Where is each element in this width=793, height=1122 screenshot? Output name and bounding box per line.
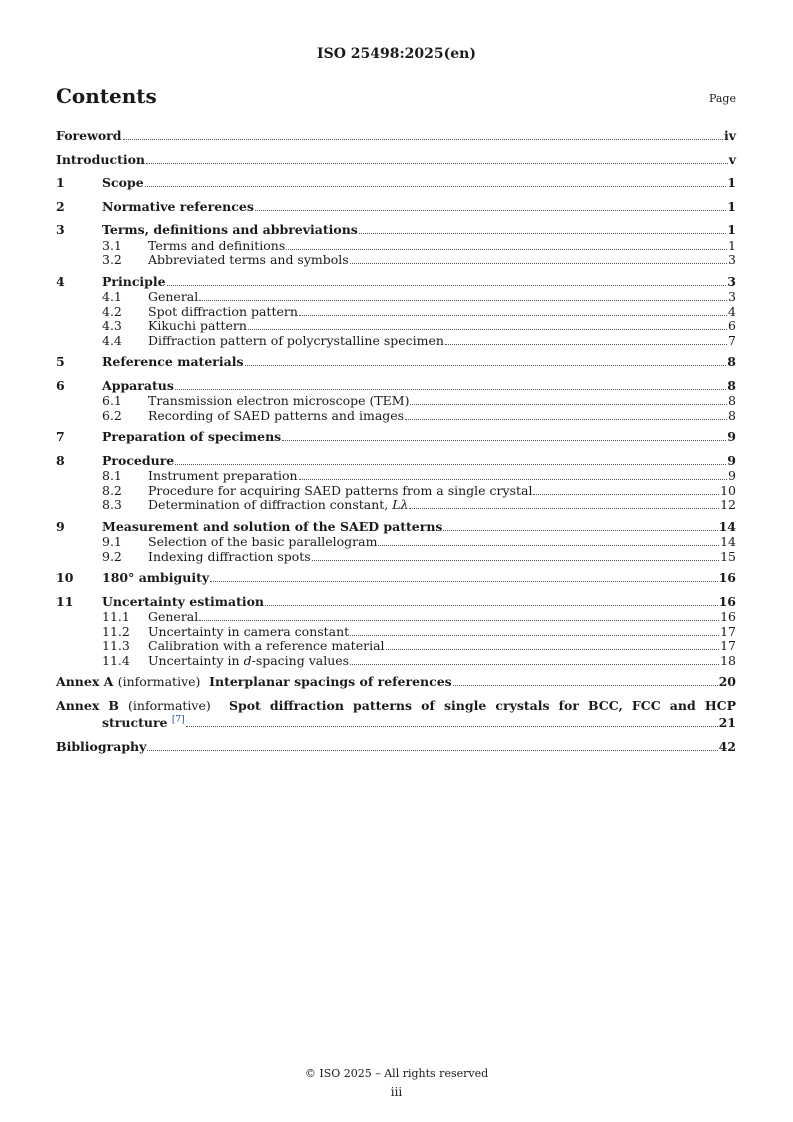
- toc-entry-number: 3: [56, 222, 65, 237]
- toc-entry-title: Normative references: [102, 198, 254, 214]
- leader-dots: [405, 419, 727, 420]
- toc-entry-group: [56, 175, 736, 191]
- toc-subentry-title: Kikuchi pattern: [148, 318, 247, 333]
- toc-entry-number: 6: [56, 377, 65, 393]
- leader-dots: [286, 249, 727, 250]
- toc-subentry-page: 16: [720, 609, 736, 624]
- toc-subentry-number: 8.3: [102, 497, 122, 512]
- leader-dots: [248, 329, 727, 330]
- toc-subentry[interactable]: [56, 253, 736, 268]
- toc-subentry-title: Abbreviated terms and symbols: [148, 252, 349, 267]
- toc-subentry[interactable]: [56, 319, 736, 334]
- toc-subentry-number: 8.1: [102, 468, 122, 483]
- toc-subentry-title: Diffraction pattern of polycrystalline specimen: [148, 332, 444, 348]
- annex-b-page: 21: [718, 715, 736, 731]
- toc-entry-group: [56, 519, 736, 565]
- toc-entry[interactable]: [56, 175, 736, 191]
- leader-dots: [245, 365, 727, 366]
- leader-dots: [199, 620, 719, 621]
- toc-entry-title: 180° ambiguity: [102, 570, 210, 585]
- toc-entry-page: 3: [727, 273, 736, 289]
- toc-subentry-page: 8: [728, 407, 736, 423]
- bibliography-page: 42: [718, 738, 736, 754]
- toc-entry-page: 8: [727, 377, 736, 393]
- toc-subentry-page: 17: [720, 623, 736, 639]
- leader-dots: [147, 750, 717, 751]
- annex-b-title-line1: Spot diffraction patterns of single crystals for BCC, FCC and HCP: [228, 697, 736, 713]
- toc-subentry-page: 3: [728, 289, 736, 304]
- toc-subentry-title: Selection of the basic parallelogram: [148, 534, 378, 549]
- toc-subentry-number: 4.1: [102, 289, 122, 304]
- toc-subentry[interactable]: [56, 290, 736, 305]
- toc-subentry-page: 8: [728, 393, 736, 408]
- toc-subentry-number: 8.2: [102, 482, 122, 498]
- toc-subentry-title: Transmission electron microscope (TEM): [148, 393, 410, 408]
- toc-entry[interactable]: [56, 128, 736, 144]
- footer-copyright: © ISO 2025 – All rights reserved: [304, 1067, 489, 1080]
- leader-dots: [146, 163, 728, 164]
- toc-subentry-title: General: [148, 289, 199, 304]
- leader-dots: [299, 315, 727, 316]
- leader-dots: [378, 545, 719, 546]
- toc-entry-number: 8: [56, 452, 65, 468]
- toc-subentry[interactable]: [56, 550, 736, 565]
- toc-subentry[interactable]: [56, 239, 736, 254]
- toc-entry-title: Uncertainty estimation: [102, 593, 265, 609]
- toc-entry-title: Terms, definitions and abbreviations: [102, 222, 358, 237]
- leader-dots: [186, 726, 718, 727]
- toc-entry-title: Reference materials: [102, 354, 244, 369]
- toc-entry[interactable]: [56, 274, 736, 290]
- toc-entry-page: 16: [718, 593, 736, 609]
- leader-dots: [409, 508, 719, 509]
- toc-subentry-page: 3: [728, 252, 736, 267]
- toc-entry-group: [56, 152, 736, 168]
- toc-subentry-title: Indexing diffraction spots: [148, 548, 311, 564]
- toc-entry-page: iv: [723, 128, 736, 143]
- annex-a-page: 20: [718, 674, 736, 689]
- toc-entry-title: Principle: [102, 273, 166, 289]
- toc-subentry-title: Instrument preparation: [148, 468, 298, 483]
- toc-entry-page: 9: [727, 452, 736, 468]
- toc-entry-number: 11: [56, 593, 74, 609]
- toc-subentry[interactable]: [56, 639, 736, 654]
- toc-subentry-title: Terms and definitions: [148, 237, 286, 253]
- toc-entry[interactable]: [56, 378, 736, 394]
- leader-dots: [255, 210, 726, 211]
- toc-subentry-title: Determination of diffraction constant, Lλ: [148, 497, 409, 512]
- toc-subentry[interactable]: [56, 409, 736, 424]
- toc-subentry-page: 12: [720, 497, 736, 512]
- toc-subentry-number: 11.1: [102, 609, 130, 624]
- table-of-contents: [56, 128, 736, 762]
- toc-entry-page: 14: [718, 518, 736, 534]
- toc-subentry-number: 11.4: [102, 652, 130, 668]
- toc-entry-title: Measurement and solution of the SAED patterns: [102, 518, 443, 534]
- annex-a-label: Annex A: [56, 674, 114, 689]
- toc-subentry-title: Spot diffraction pattern: [148, 303, 298, 319]
- toc-entry[interactable]: [56, 570, 736, 586]
- reference-link[interactable]: [7]: [171, 715, 185, 725]
- leader-dots: [199, 300, 727, 301]
- toc-entry-group: [56, 354, 736, 370]
- toc-entry[interactable]: [56, 519, 736, 535]
- toc-entry[interactable]: [56, 152, 736, 168]
- toc-subentry-page: 7: [728, 332, 736, 348]
- toc-entry-number: 9: [56, 518, 65, 534]
- leader-dots: [145, 186, 727, 187]
- leader-dots: [299, 479, 727, 480]
- toc-entry-group: [56, 222, 736, 268]
- toc-subentry-page: 9: [728, 468, 736, 483]
- toc-subentry-title: General: [148, 609, 199, 624]
- annex-b-label: Annex B: [56, 697, 119, 713]
- toc-subentry[interactable]: [56, 469, 736, 484]
- toc-entry-page: 16: [718, 570, 736, 585]
- toc-entry-group: [56, 594, 736, 669]
- toc-entry[interactable]: [56, 354, 736, 370]
- toc-entry-page: 9: [727, 429, 736, 444]
- toc-subentry-title: Calibration with a reference material: [148, 638, 385, 653]
- toc-subentry-page: 17: [720, 638, 736, 653]
- toc-subentry-number: 6.2: [102, 407, 122, 423]
- contents-title: Contents: [56, 84, 157, 108]
- toc-entry-group: [56, 429, 736, 445]
- annex-a-type: (informative): [117, 674, 201, 689]
- toc-subentry-page: 6: [728, 318, 736, 333]
- toc-subentry-page: 4: [728, 303, 736, 319]
- leader-dots: [312, 560, 719, 561]
- toc-subentry-title: Uncertainty in camera constant: [148, 623, 350, 639]
- leader-dots: [533, 494, 719, 495]
- toc-entry[interactable]: [56, 222, 736, 238]
- toc-entry-group: [56, 570, 736, 586]
- toc-entry-group: [56, 128, 736, 144]
- leader-dots: [282, 440, 726, 441]
- toc-subentry-page: 1: [728, 237, 736, 253]
- toc-subentry-number: 6.1: [102, 393, 122, 408]
- toc-subentry-number: 4.3: [102, 318, 122, 333]
- toc-subentry[interactable]: [56, 610, 736, 625]
- toc-subentry-page: 14: [720, 534, 736, 549]
- leader-dots: [175, 389, 726, 390]
- toc-entry-page: 1: [727, 222, 736, 237]
- page-column-label: Page: [708, 92, 736, 105]
- toc-subentry-title: Procedure for acquiring SAED patterns from a single crystal: [148, 482, 533, 498]
- footer-page-number: iii: [390, 1085, 403, 1099]
- toc-subentry-number: 9.2: [102, 548, 122, 564]
- bibliography-title: Bibliography: [56, 738, 147, 754]
- toc-entry-title: Foreword: [56, 128, 122, 143]
- leader-dots: [350, 664, 719, 665]
- toc-subentry-number: 4.2: [102, 303, 122, 319]
- toc-entry-number: 1: [56, 175, 65, 190]
- toc-subentry-number: 3.1: [102, 237, 122, 253]
- document-id: ISO 25498:2025(en): [317, 46, 476, 62]
- toc-entry-annex-a[interactable]: [56, 674, 736, 690]
- toc-subentry-number: 3.2: [102, 252, 122, 267]
- toc-entry-bibliography[interactable]: [56, 739, 736, 755]
- leader-dots: [453, 685, 718, 686]
- toc-subentry[interactable]: [56, 394, 736, 409]
- annex-b-type: (informative): [128, 697, 211, 713]
- toc-subentry[interactable]: [56, 334, 736, 349]
- toc-entry-group: [56, 378, 736, 424]
- toc-subentry[interactable]: [56, 498, 736, 513]
- toc-subentry[interactable]: [56, 484, 736, 499]
- toc-subentry-title: Recording of SAED patterns and images: [148, 407, 405, 423]
- toc-entry[interactable]: [56, 199, 736, 215]
- leader-dots: [210, 581, 717, 582]
- toc-subentry-title: Uncertainty in d-spacing values: [148, 652, 350, 668]
- toc-entry-page: 1: [727, 175, 736, 190]
- toc-subentry-number: 11.2: [102, 623, 130, 639]
- leader-dots: [443, 530, 717, 531]
- leader-dots: [350, 635, 719, 636]
- leader-dots: [350, 263, 727, 264]
- toc-entry-title: Procedure: [102, 452, 175, 468]
- toc-entry-group: [56, 274, 736, 349]
- toc-subentry-number: 4.4: [102, 332, 122, 348]
- toc-entry-group: [56, 199, 736, 215]
- toc-entry-page: 1: [727, 198, 736, 214]
- toc-entry-annex-b[interactable]: [56, 698, 736, 731]
- leader-dots: [445, 344, 727, 345]
- toc-entry-number: 2: [56, 198, 65, 214]
- toc-entry-title: Apparatus: [102, 377, 174, 393]
- leader-dots: [410, 404, 727, 405]
- toc-entry-number: 10: [56, 570, 74, 585]
- toc-entry-page: v: [728, 151, 736, 167]
- toc-subentry[interactable]: [56, 625, 736, 640]
- toc-entry-title: Preparation of specimens: [102, 429, 282, 444]
- leader-dots: [167, 285, 727, 286]
- toc-entry-number: 4: [56, 273, 65, 289]
- toc-subentry[interactable]: [56, 535, 736, 550]
- toc-entry[interactable]: [56, 453, 736, 469]
- leader-dots: [386, 649, 720, 650]
- toc-subentry-page: 10: [720, 482, 736, 498]
- toc-subentry-number: 11.3: [102, 638, 130, 653]
- leader-dots: [123, 139, 723, 140]
- toc-subentry-number: 9.1: [102, 534, 122, 549]
- leader-dots: [175, 464, 726, 465]
- toc-entry[interactable]: [56, 429, 736, 445]
- toc-entry-number: 5: [56, 354, 65, 369]
- annex-a-title: Interplanar spacings of references: [209, 674, 452, 689]
- toc-entry-title: Introduction: [56, 151, 146, 167]
- toc-entry-number: 7: [56, 429, 65, 444]
- toc-subentry[interactable]: [56, 654, 736, 669]
- toc-subentry-page: 18: [720, 652, 736, 668]
- toc-entry-group: [56, 453, 736, 513]
- leader-dots: [265, 605, 718, 606]
- leader-dots: [359, 233, 726, 234]
- toc-subentry[interactable]: [56, 305, 736, 320]
- toc-entry-title: Scope: [102, 175, 144, 190]
- toc-entry[interactable]: [56, 594, 736, 610]
- annex-b-title-line2: structure: [102, 715, 168, 731]
- toc-entry-page: 8: [727, 354, 736, 369]
- toc-subentry-page: 15: [720, 548, 736, 564]
